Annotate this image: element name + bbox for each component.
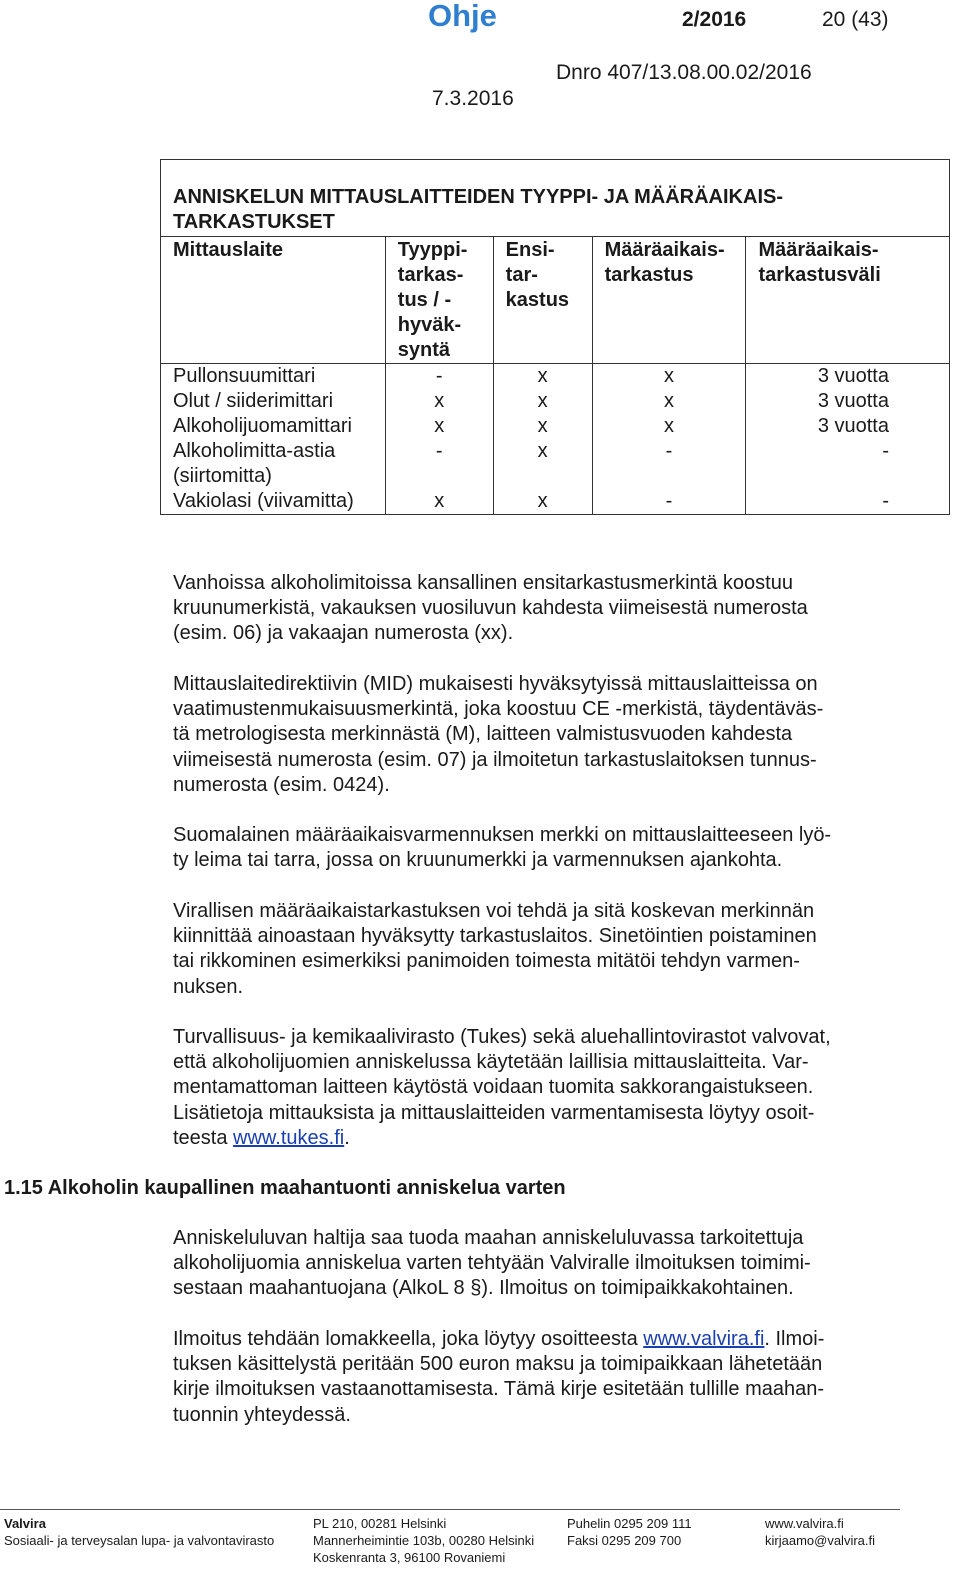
page-number: 20 (43) bbox=[822, 8, 889, 31]
table-row bbox=[161, 439, 950, 489]
table-row bbox=[161, 414, 950, 439]
cell-periodic: x bbox=[592, 389, 746, 414]
paragraph-official-inspection: Virallisen määräaikaistarkastuksen voi tehdä ja sitä koskevan merkinnän kiinnittää ainoastaan hyväksytty tarkastuslaitos. Sinetöintien poistaminen tai rikkominen esimerkiksi panimoiden toimesta mitätöi tehdyn varmen- nuksen. bbox=[173, 900, 817, 998]
cell-first: x bbox=[493, 414, 592, 439]
cell-device: Pullonsuumittari bbox=[161, 364, 386, 390]
cell-interval: - bbox=[746, 439, 950, 489]
footer-address: PL 210, 00281 Helsinki Mannerheimintie 103b, 00280 Helsinki Koskenranta 3, 96100 Rovaniemi bbox=[313, 1516, 535, 1565]
section-heading: 1.15 Alkoholin kaupallinen maahantuonti anniskelua varten bbox=[4, 1177, 566, 1199]
document-date: 7.3.2016 bbox=[432, 87, 514, 110]
footer-phone: Puhelin 0295 209 111 Faksi 0295 209 700 bbox=[567, 1516, 692, 1548]
paragraph-import-notice: Anniskeluluvan haltija saa tuoda maahan anniskeluluvassa tarkoitettuja alkoholijuomia anniskelua varten tehtyään Valviralle ilmoituksen toimimi- sestaan maahantuojana (AlkoL 8 §). Ilmoitus on toimipaikkakohtainen. bbox=[173, 1227, 811, 1300]
header-device: Mittauslaite bbox=[161, 237, 386, 364]
paragraph-mid-markings: Mittauslaitedirektiivin (MID) mukaisesti hyväksytyissä mittauslaitteissa on vaatimustenmukaisuusmerkintä, joka koostuu CE -merkistä, täydentäväs- tä metrologisesta merkinnästä (M), laitteen valmistusvuoden kahdesta viimeisestä numerosta (esim. 07) ja ilmoitetun tarkastuslaitoksen tunnus- numerosta (esim. 0424). bbox=[173, 673, 824, 796]
tukes-link[interactable]: www.tukes.fi bbox=[233, 1126, 345, 1149]
paragraph-supervision: Turvallisuus- ja kemikaalivirasto (Tukes) sekä aluehallintovirastot valvovat, että alkoholijuomien anniskelussa käytetään laillisia mittauslaitteita. Var- mentamattoman laitteen käytöstä voidaan tuomita sakkorangaistukseen. Lisätietoja mittauksista ja mittauslaitteiden varmentamisesta löytyy osoit- teesta www.tukes.fi. bbox=[173, 1026, 831, 1149]
cell-periodic: - bbox=[592, 489, 746, 515]
valvira-link[interactable]: www.valvira.fi bbox=[643, 1328, 765, 1350]
document-number: 2/2016 bbox=[682, 8, 747, 31]
inspection-table bbox=[160, 159, 950, 515]
cell-device: Alkoholimitta-astia (siirtomitta) bbox=[161, 439, 386, 489]
cell-type: x bbox=[385, 389, 493, 414]
cell-type: x bbox=[385, 414, 493, 439]
header-inspection-interval: Määräaikais- tarkastusväli bbox=[746, 237, 950, 364]
cell-device: Alkoholijuomamittari bbox=[161, 414, 386, 439]
cell-type: - bbox=[385, 439, 493, 489]
cell-first: x bbox=[493, 389, 592, 414]
table-header-row bbox=[161, 237, 950, 364]
cell-periodic: - bbox=[592, 439, 746, 489]
cell-first: x bbox=[493, 364, 592, 390]
document-type: Ohje bbox=[428, 0, 497, 33]
cell-interval: 3 vuotta bbox=[746, 389, 950, 414]
footer-web: www.valvira.fi kirjaamo@valvira.fi bbox=[765, 1516, 875, 1548]
cell-interval: - bbox=[746, 489, 950, 515]
table-row bbox=[161, 489, 950, 515]
cell-first: x bbox=[493, 439, 592, 489]
footer-divider bbox=[0, 1509, 900, 1510]
cell-interval: 3 vuotta bbox=[746, 364, 950, 390]
cell-device: Olut / siiderimittari bbox=[161, 389, 386, 414]
cell-type: - bbox=[385, 364, 493, 390]
cell-device: Vakiolasi (viivamitta) bbox=[161, 489, 386, 515]
header-type-approval: Tyyppi- tarkas- tus / - hyväk- syntä bbox=[385, 237, 493, 364]
table-row bbox=[161, 389, 950, 414]
footer-org: Valvira Sosiaali- ja terveysalan lupa- ja valvontavirasto bbox=[4, 1516, 275, 1548]
cell-periodic: x bbox=[592, 414, 746, 439]
table-caption: ANNISKELUN MITTAUSLAITTEIDEN TYYPPI- JA MÄÄRÄAIKAIS- TARKASTUKSET bbox=[161, 160, 950, 237]
diary-number: Dnro 407/13.08.00.02/2016 bbox=[556, 61, 812, 84]
header-periodic-inspection: Määräaikais- tarkastus bbox=[592, 237, 746, 364]
cell-periodic: x bbox=[592, 364, 746, 390]
paragraph-old-markings: Vanhoissa alkoholimitoissa kansallinen ensitarkastusmerkintä koostuu kruunumerkistä, vakauksen vuosiluvun kahdesta viimeisestä numerosta (esim. 06) ja vakaajan numerosta (xx). bbox=[173, 572, 808, 645]
cell-first: x bbox=[493, 489, 592, 515]
header-first-inspection: Ensi- tar- kastus bbox=[493, 237, 592, 364]
paragraph-finnish-mark: Suomalainen määräaikaisvarmennuksen merkki on mittauslaitteeseen lyö- ty leima tai tarra, jossa on kruunumerkki ja varmennuksen ajankohta. bbox=[173, 824, 832, 872]
paragraph-form-info: Ilmoitus tehdään lomakkeella, joka löytyy osoitteesta www.valvira.fi. Ilmoi- tuksen käsittelystä peritään 500 euron maksu ja toimipaikkaan lähetetään kirje ilmoituksen vastaanottamisesta. Tämä kirje esitetään tullille maahan- tuonnin yhteydessä. bbox=[173, 1328, 825, 1426]
cell-type: x bbox=[385, 489, 493, 515]
cell-interval: 3 vuotta bbox=[746, 414, 950, 439]
table-row bbox=[161, 364, 950, 390]
